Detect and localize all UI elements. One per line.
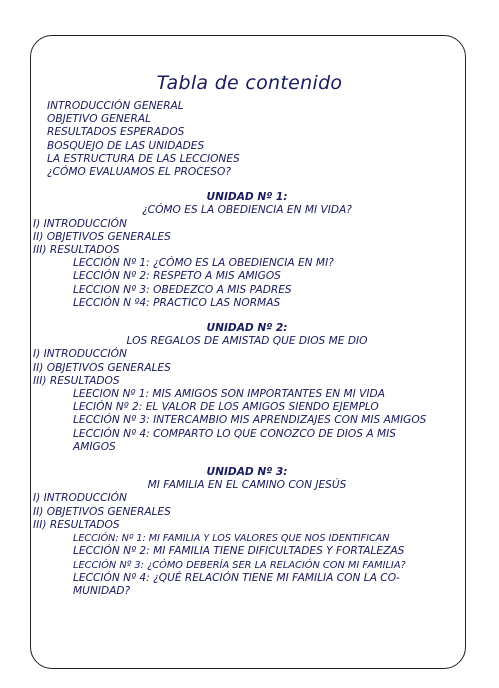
unit-2-lesson: LEECION Nº 1: MIS AMIGOS SON IMPORTANTES EN MI VIDA (73, 388, 385, 401)
unit-1-lesson: LECCIÓN N º4: PRACTICO LAS NORMAS (73, 296, 281, 309)
toc-intro-item: OBJETIVO GENERAL (47, 113, 152, 126)
unit-3-heading: UNIDAD Nº 3: (206, 466, 288, 479)
unit-3-section: II) OBJETIVOS GENERALES (33, 505, 171, 518)
unit-1-subtitle: ¿CÓMO ES LA OBEDIENCIA EN MI VIDA? (142, 204, 352, 217)
toc-intro-item: BOSQUEJO DE LAS UNIDADES (47, 139, 205, 152)
toc-intro-item: ¿CÓMO EVALUAMOS EL PROCESO? (47, 166, 231, 179)
unit-1-section: II) OBJETIVOS GENERALES (33, 230, 171, 243)
page-title: Tabla de contenido (156, 72, 343, 94)
unit-3-subtitle: MI FAMILIA EN EL CAMINO CON JESÚS (147, 479, 347, 492)
toc-intro-item: LA ESTRUCTURA DE LAS LECCIONES (47, 152, 240, 165)
unit-2-lesson: LECIÓN Nº 2: EL VALOR DE LOS AMIGOS SIENDO EJEMPLO (73, 401, 379, 414)
unit-3-section: I) INTRODUCCIÓN (33, 492, 127, 505)
unit-1-heading: UNIDAD Nº 1: (206, 191, 288, 204)
unit-1-section: III) RESULTADOS (33, 244, 120, 257)
unit-2-section: III) RESULTADOS (33, 374, 120, 387)
unit-2-lesson: LECCIÓN Nº 3: INTERCAMBIO MIS APRENDIZAJES CON MIS AMIGOS (73, 414, 427, 427)
unit-1-lesson: LECCIÓN Nº 1: ¿CÓMO ES LA OBEDIENCIA EN MI? (73, 257, 334, 270)
unit-2-subtitle: LOS REGALOS DE AMISTAD QUE DIOS ME DIO (126, 335, 368, 348)
unit-2-section: I) INTRODUCCIÓN (33, 348, 127, 361)
unit-2-heading: UNIDAD Nº 2: (206, 322, 288, 335)
unit-2-section: II) OBJETIVOS GENERALES (33, 361, 171, 374)
unit-3-lesson: LECCIÓN Nº 4: ¿QUÉ RELACIÓN TIENE MI FAMILIA CON LA CO-MUNIDAD? (73, 571, 400, 597)
unit-3-lesson: LECCIÓN Nº 2: MI FAMILIA TIENE DIFICULTADES Y FORTALEZAS (73, 545, 405, 558)
unit-1-lesson: LECCIÓN Nº 2: RESPETO A MIS AMIGOS (73, 270, 281, 283)
unit-1-lesson: LECCION Nº 3: OBEDEZCO A MIS PADRES (73, 283, 292, 296)
unit-1-section: I) INTRODUCCIÓN (33, 217, 127, 230)
unit-3-section: III) RESULTADOS (33, 518, 120, 531)
toc-intro-item: INTRODUCCIÓN GENERAL (47, 100, 184, 112)
toc-content (33, 100, 447, 598)
unit-3-lesson: LECCIÓN Nº 3: ¿CÓMO DEBERÍA SER LA RELACIÓN CON MI FAMILIA? (73, 559, 406, 571)
toc-intro-item: RESULTADOS ESPERADOS (47, 126, 185, 139)
unit-2-lesson: LECCIÓN Nº 4: COMPARTO LO QUE CONOZCO DE DIOS A MIS AMIGOS (73, 427, 396, 453)
unit-3-lesson: LECCIÓN: Nº 1: MI FAMILIA Y LOS VALORES QUE NOS IDENTIFICAN (73, 533, 390, 545)
